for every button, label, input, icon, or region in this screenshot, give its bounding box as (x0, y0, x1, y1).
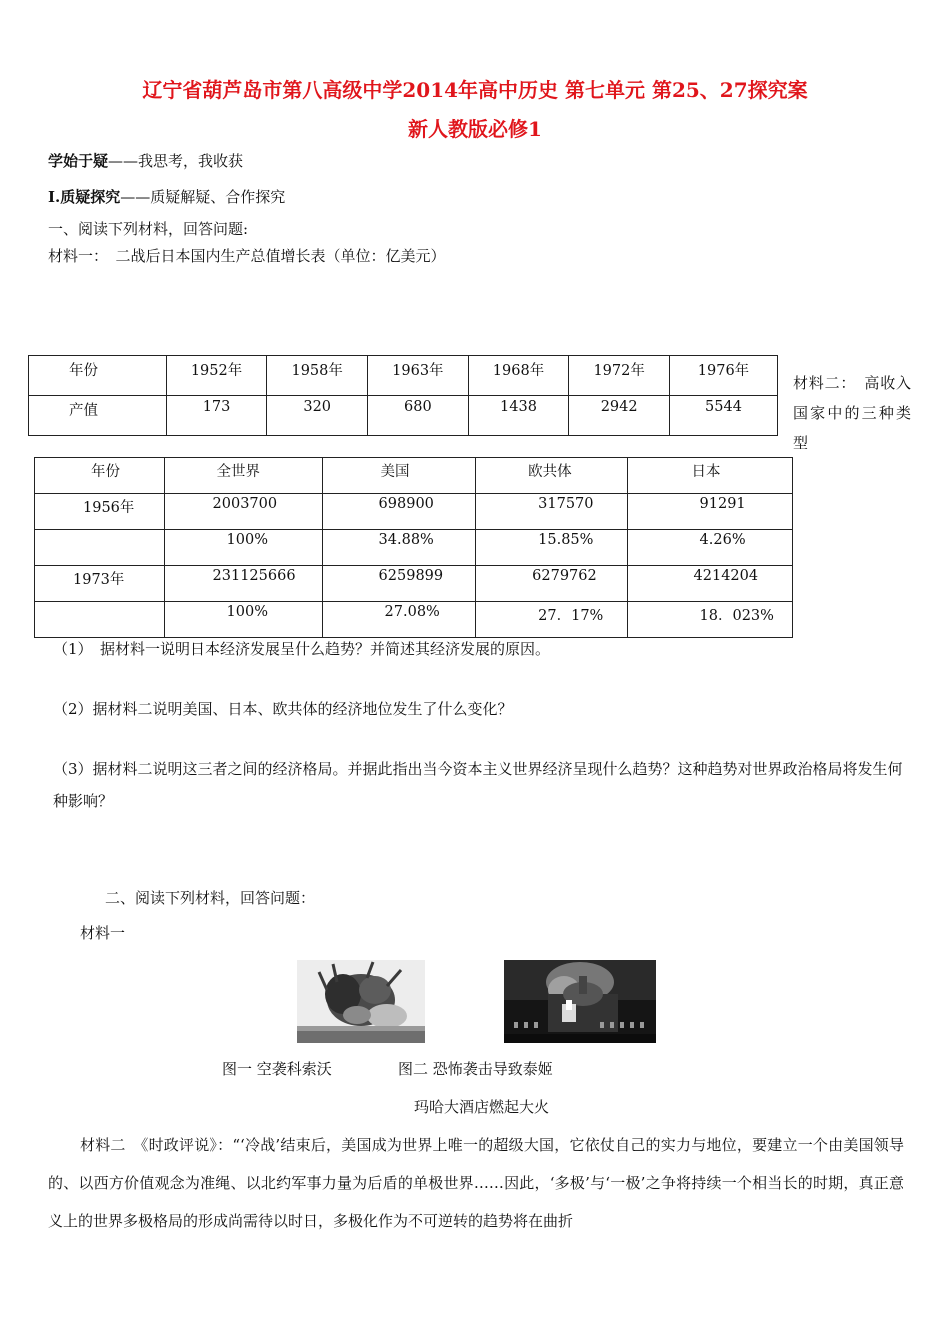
table-cell: 27.08% (322, 602, 476, 638)
table-header-cell: 美国 (322, 458, 476, 494)
table-cell: 18．023% (627, 602, 792, 638)
high-income-table (34, 457, 793, 638)
section1-heading-bold: Ⅰ.质疑探究 (48, 188, 121, 206)
table-cell: 6259899 (322, 566, 476, 602)
table-cell-value: 173 (166, 396, 267, 436)
table-cell-year: 1972年 (569, 356, 670, 396)
intro-heading-bold: 学始于疑 (48, 152, 109, 170)
hotel-fire-image (504, 960, 656, 1043)
table-row (35, 494, 793, 530)
intro-heading-rest: ——我思考，我收获 (108, 152, 244, 170)
section2-material1-label: 材料一 (80, 924, 126, 942)
table-cell-header: 年份 (29, 356, 167, 396)
section1-read-instruction: 一、阅读下列材料，回答问题: (48, 220, 249, 238)
table-cell-year: 1976年 (669, 356, 777, 396)
table-cell-value: 1438 (468, 396, 569, 436)
table-row (35, 458, 793, 494)
table-cell: 27．17% (476, 602, 627, 638)
section1-heading-rest: ——质疑解疑、合作探究 (120, 188, 286, 206)
document-title-line2: 新人教版必修1 (408, 117, 542, 141)
airstrike-smoke-image (297, 960, 425, 1043)
table-row (35, 602, 793, 638)
kosovo-airstrike-photo (297, 960, 425, 1043)
table-cell-header: 产值 (29, 396, 167, 436)
table-cell: 1956年 (35, 494, 165, 530)
taj-hotel-fire-photo (504, 960, 656, 1043)
material1-title: 材料一： 二战后日本国内生产总值增长表（单位：亿美元） (48, 247, 446, 265)
table-cell-value: 320 (267, 396, 368, 436)
photo1-caption: 图一 空袭科索沃 (222, 1060, 332, 1078)
table-cell: 34.88% (322, 530, 476, 566)
table-cell: 4214204 (627, 566, 792, 602)
table-cell: 1973年 (35, 566, 165, 602)
question-3: （3）据材料二说明这三者之间的经济格局。并据此指出当今资本主义世界经济呈现什么趋势？这种趋势对世界政治格局将发生何种影响？ (53, 760, 903, 810)
section2-read-instruction: 二、阅读下列材料，回答问题： (105, 889, 316, 907)
section1-heading (48, 186, 285, 207)
question-1: （1） 据材料一说明日本经济发展呈什么趋势？并简述其经济发展的原因。 (53, 640, 551, 658)
table-row (29, 396, 778, 436)
table-cell (35, 602, 165, 638)
intro-heading (48, 150, 243, 171)
material2-title: 材料二： 高收入国家中的三种类型 (793, 374, 911, 452)
table-cell-value: 2942 (569, 396, 670, 436)
table-cell-year: 1952年 (166, 356, 267, 396)
photo2-caption-line1: 图二 恐怖袭击导致泰姬 (398, 1060, 553, 1078)
table-cell: 231125666 (164, 566, 322, 602)
table-row (35, 530, 793, 566)
table-cell: 6279762 (476, 566, 627, 602)
table-cell: 317570 (476, 494, 627, 530)
table-header-cell: 年份 (35, 458, 165, 494)
table-cell-value: 5544 (669, 396, 777, 436)
table-cell: 100% (164, 530, 322, 566)
table-cell-year: 1968年 (468, 356, 569, 396)
question-2: （2）据材料二说明美国、日本、欧共体的经济地位发生了什么变化？ (53, 700, 513, 718)
table-row (29, 356, 778, 396)
table-cell: 4.26% (627, 530, 792, 566)
photo2-caption-line2: 玛哈大酒店燃起大火 (414, 1098, 550, 1116)
table-header-cell: 欧共体 (476, 458, 627, 494)
table-header-cell: 全世界 (164, 458, 322, 494)
table-cell: 15.85% (476, 530, 627, 566)
table-cell: 91291 (627, 494, 792, 530)
table-row (35, 566, 793, 602)
gdp-growth-table (28, 355, 778, 436)
table-cell-value: 680 (368, 396, 469, 436)
table-cell-year: 1958年 (267, 356, 368, 396)
table-cell: 2003700 (164, 494, 322, 530)
table-cell-year: 1963年 (368, 356, 469, 396)
material2-paragraph: 材料二 《时政评说》：“‘冷战’结束后，美国成为世界上唯一的超级大国，它依仗自己的实力与地位，要建立一个由美国领导的、以西方价值观念为准绳、以北约军事力量为后盾的单极世界……因此，‘多极’与‘一极’之争将持续一个相当长的时期，真正意义上的世界多极格局的形成尚需待以时日，多极化作为不可逆转的趋势将在曲折 (48, 1136, 904, 1230)
table-cell (35, 530, 165, 566)
document-title-line1: 辽宁省葫芦岛市第八高级中学2014年高中历史 第七单元 第25、27探究案 (142, 78, 808, 102)
table-header-cell: 日本 (627, 458, 792, 494)
table-cell: 100% (164, 602, 322, 638)
table-cell: 698900 (322, 494, 476, 530)
